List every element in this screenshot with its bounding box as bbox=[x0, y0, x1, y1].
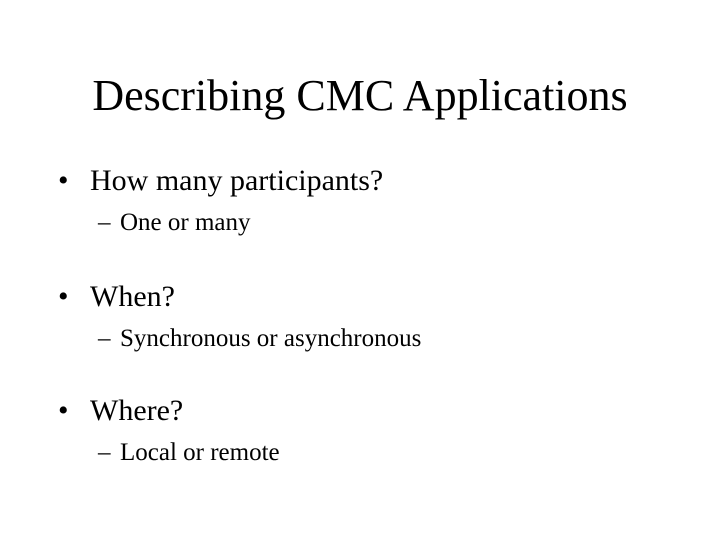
bullet-item bbox=[58, 279, 175, 315]
sub-bullet-text: Local or remote bbox=[120, 439, 280, 466]
bullet-text: When? bbox=[90, 280, 175, 313]
slide-title: Describing CMC Applications bbox=[92, 71, 628, 120]
bullet-marker: • bbox=[58, 394, 69, 427]
bullet-item bbox=[58, 393, 183, 429]
bullet-text: How many participants? bbox=[90, 164, 384, 197]
sub-bullet-marker: – bbox=[98, 209, 111, 236]
sub-bullet-item bbox=[98, 438, 280, 468]
bullet-marker: • bbox=[58, 280, 69, 313]
sub-bullet-item bbox=[98, 324, 421, 354]
sub-bullet-marker: – bbox=[98, 439, 111, 466]
bullet-text: Where? bbox=[90, 394, 184, 427]
sub-bullet-text: Synchronous or asynchronous bbox=[120, 325, 422, 352]
sub-bullet-marker: – bbox=[98, 325, 111, 352]
sub-bullet-text: One or many bbox=[120, 209, 251, 236]
bullet-item bbox=[58, 163, 383, 199]
bullet-marker: • bbox=[58, 164, 69, 197]
sub-bullet-item bbox=[98, 208, 251, 238]
